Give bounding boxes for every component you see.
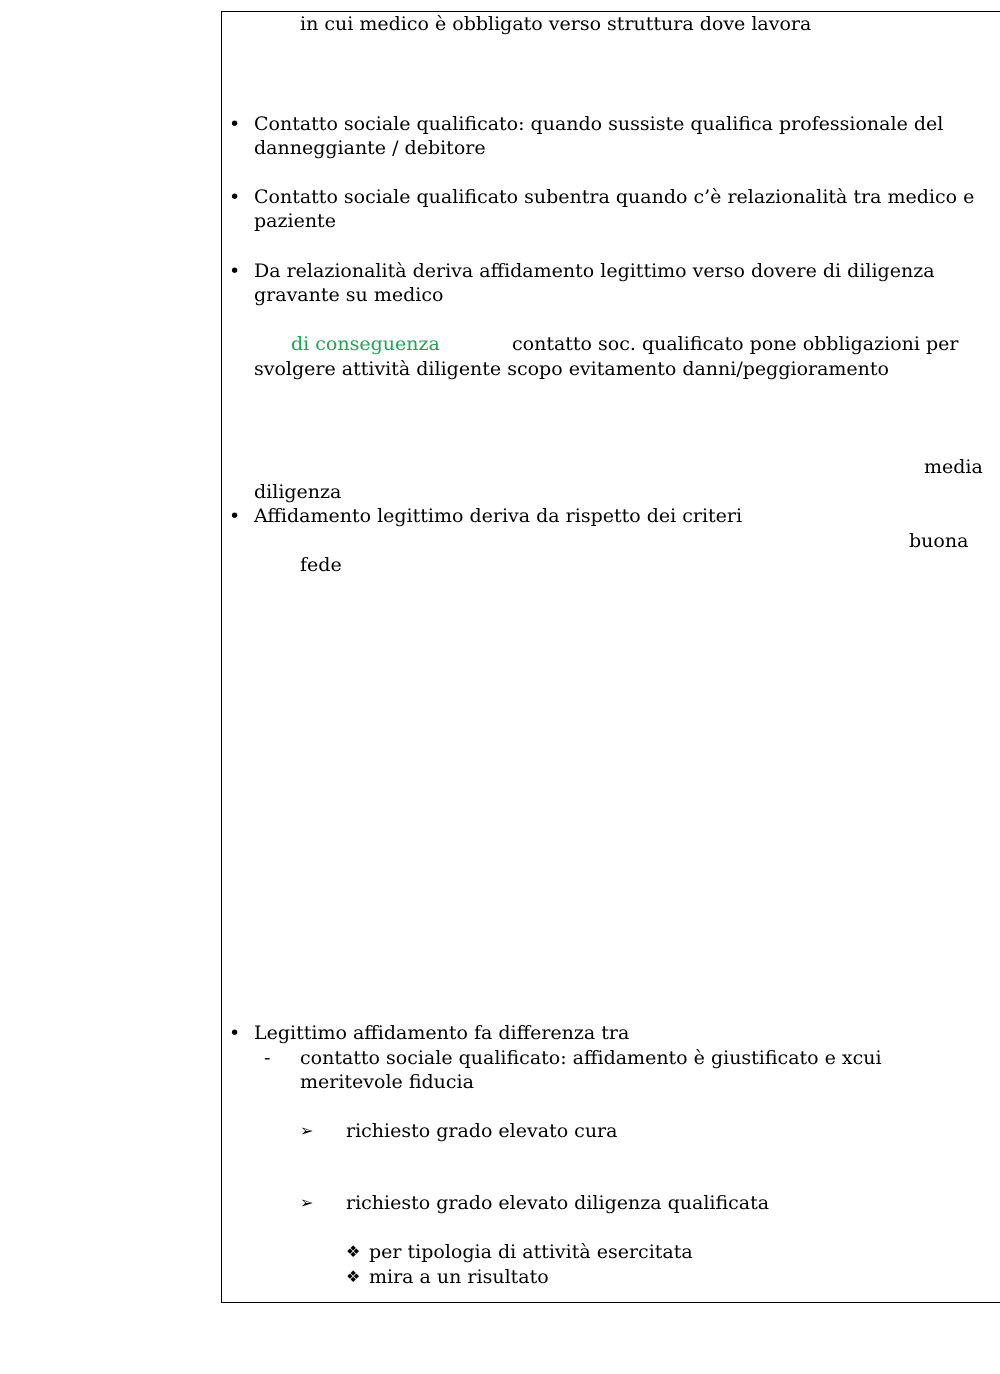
bullet2-line2: paziente bbox=[254, 210, 336, 232]
bullet-marker: • bbox=[229, 113, 241, 135]
diamond-item-2: mira a un risultato bbox=[369, 1266, 549, 1288]
arrow-item-1: richiesto grado elevato cura bbox=[346, 1120, 618, 1142]
consequence-line1: contatto soc. qualificato pone obbligazioni per bbox=[512, 333, 959, 355]
criteria-fede: fede bbox=[300, 554, 342, 576]
consequence-label: di conseguenza bbox=[291, 333, 440, 355]
arrow-bullet-icon: ➢ bbox=[300, 1121, 314, 1140]
diamond-bullet-icon: ❖ bbox=[346, 1242, 361, 1261]
criteria-buona: buona bbox=[909, 530, 969, 552]
dash-marker: - bbox=[264, 1047, 271, 1069]
bullet5-line: Legittimo affidamento fa differenza tra bbox=[254, 1022, 630, 1044]
bullet2-line1: Contatto sociale qualificato subentra quando c’è relazionalità tra medico e bbox=[254, 186, 975, 208]
bullet-marker: • bbox=[229, 505, 241, 527]
arrow-bullet-icon: ➢ bbox=[300, 1193, 314, 1212]
bullet3-line2: gravante su medico bbox=[254, 284, 444, 306]
criteria-media: media bbox=[924, 456, 983, 478]
dash-item-line1: contatto sociale qualificato: affidamento è giustificato e xcui bbox=[300, 1047, 882, 1069]
arrow-item-2: richiesto grado elevato diligenza qualificata bbox=[346, 1192, 770, 1214]
bullet1-line2: danneggiante / debitore bbox=[254, 137, 486, 159]
criteria-diligenza: diligenza bbox=[254, 481, 342, 503]
bullet-marker: • bbox=[229, 1022, 241, 1044]
bullet3-line1: Da relazionalità deriva affidamento legittimo verso dovere di diligenza bbox=[254, 260, 935, 282]
diamond-item-1: per tipologia di attività esercitata bbox=[369, 1241, 693, 1263]
criteria-bullet: Affidamento legittimo deriva da rispetto dei criteri bbox=[254, 505, 743, 527]
dash-item-line2: meritevole fiducia bbox=[300, 1071, 474, 1093]
bullet-marker: • bbox=[229, 260, 241, 282]
bullet1-line1: Contatto sociale qualificato: quando sussiste qualifica professionale del bbox=[254, 113, 944, 135]
bullet-marker: • bbox=[229, 186, 241, 208]
intro-line: in cui medico è obbligato verso struttura dove lavora bbox=[300, 13, 812, 35]
diamond-bullet-icon: ❖ bbox=[346, 1267, 361, 1286]
consequence-line2: svolgere attività diligente scopo evitamento danni/peggioramento bbox=[254, 358, 889, 380]
